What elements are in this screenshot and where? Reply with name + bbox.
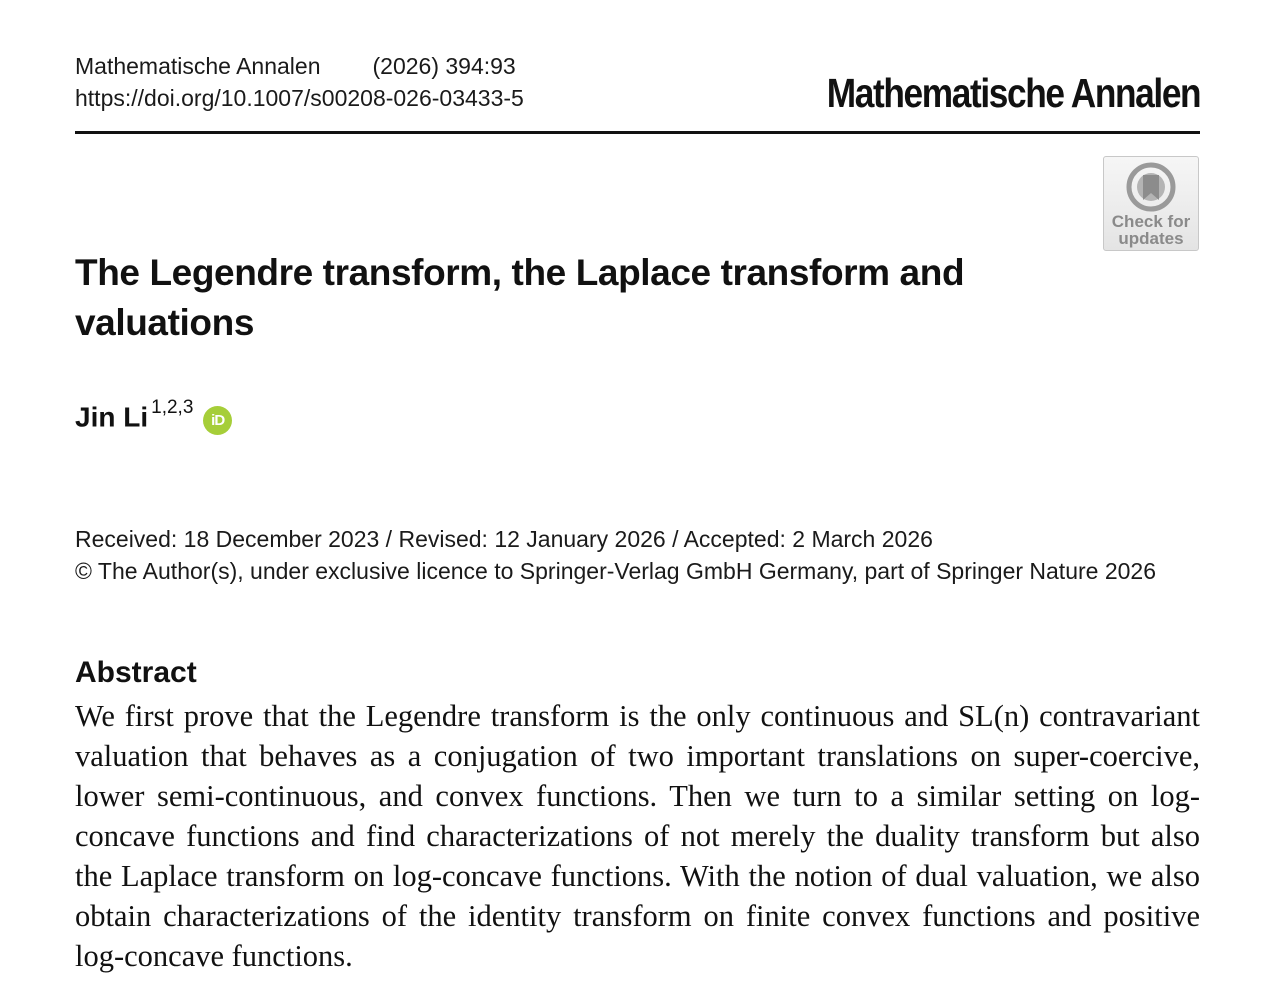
badge-label: Check for updates xyxy=(1111,212,1191,248)
citation-line xyxy=(75,50,524,82)
header-rule xyxy=(75,131,1200,134)
citation-block xyxy=(75,50,524,114)
author-name: Jin Li xyxy=(75,401,149,433)
journal-logo-text: Mathematische Annalen xyxy=(826,70,1200,116)
abstract-text: We first prove that the Legendre transform is the only continuous and SL(n) contravariant valuation that behaves as a conjugation of two important translations on super-coercive, lower semi-continuous, and convex functions. Then we turn to a similar setting on log-concave functions and find characterizations of not merely the duality transform but also the Laplace transform on log-concave functions. With the notion of dual valuation, we also obtain characterizations of the identity transform on finite convex functions and positive log-concave functions. xyxy=(75,699,1200,973)
orcid-icon[interactable]: iD xyxy=(203,406,232,435)
journal-name: Mathematische Annalen xyxy=(75,53,321,79)
check-for-updates-badge[interactable] xyxy=(1103,156,1199,251)
bookmark-update-icon xyxy=(1124,162,1178,212)
author-line xyxy=(75,397,232,433)
history-dates: Received: 18 December 2023 / Revised: 12 January 2026 / Accepted: 2 March 2026 xyxy=(75,526,933,552)
author-affiliations: 1,2,3 xyxy=(151,397,194,418)
journal-header xyxy=(75,50,1200,134)
article-first-page xyxy=(75,0,1200,1002)
doi-link[interactable]: https://doi.org/10.1007/s00208-026-03433-5 xyxy=(75,85,524,111)
abstract-heading: Abstract xyxy=(75,656,197,689)
copyright-line: © The Author(s), under exclusive licence to Springer-Verlag GmbH Germany, part of Springer Nature 2026 xyxy=(75,558,1156,584)
paper-title: The Legendre transform, the Laplace transform and valuations xyxy=(75,252,965,343)
publication-info xyxy=(75,523,1156,587)
journal-issue: (2026) 394:93 xyxy=(372,53,516,79)
